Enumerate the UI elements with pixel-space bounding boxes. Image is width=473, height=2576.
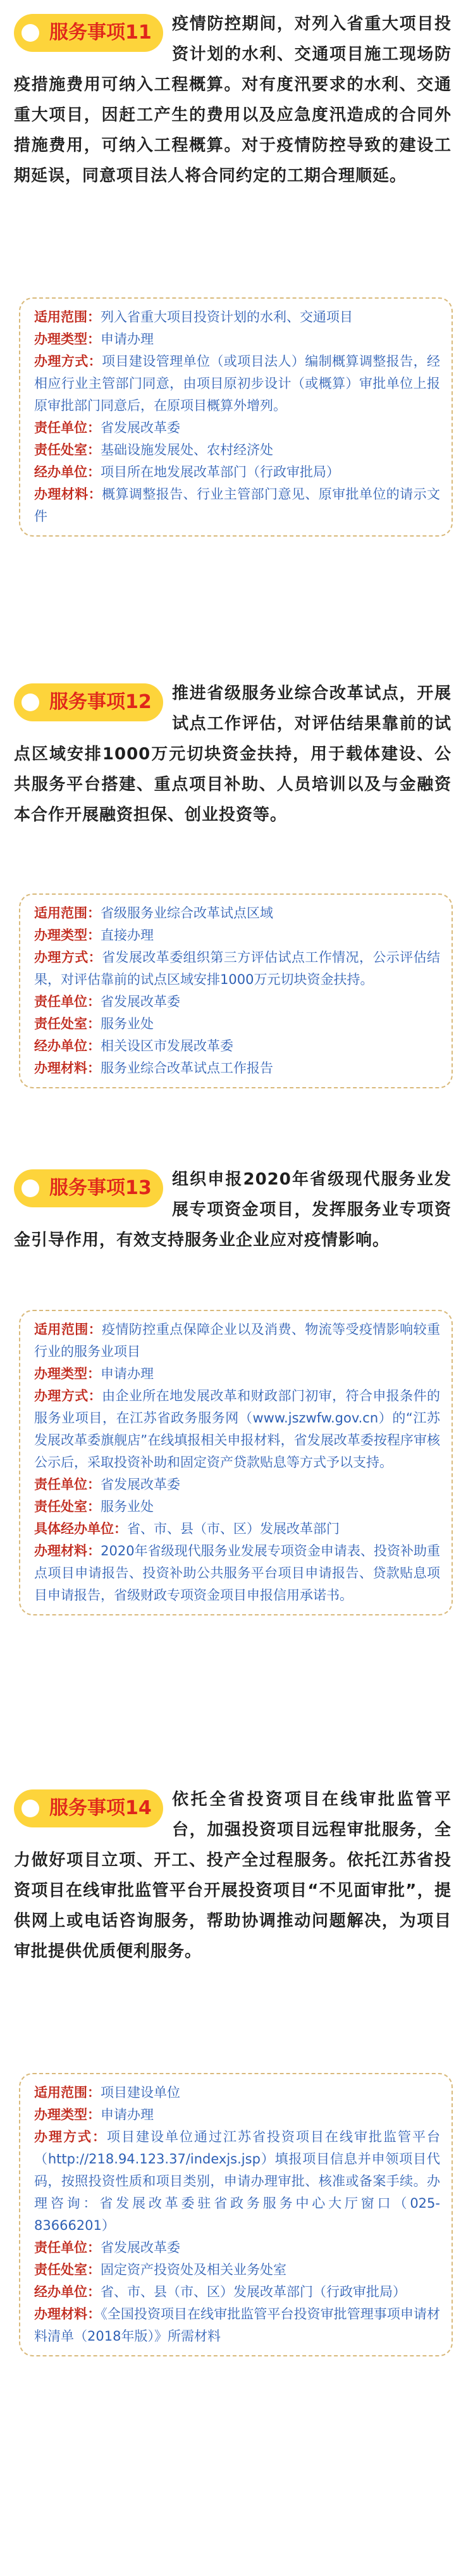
detail-handling-unit xyxy=(34,1518,440,1540)
detail-value: 省级服务业综合改革试点区域 xyxy=(101,905,273,921)
detail-type xyxy=(34,1363,440,1385)
detail-value: 《全国投资项目在线审批监管平台投资审批管理事项申请材料清单（2018年版）》所需材料 xyxy=(34,2306,440,2344)
service-details-box xyxy=(19,2073,453,2356)
detail-value: 疫情防控重点保障企业以及消费、物流等受疫情影响较重行业的服务业项目 xyxy=(34,1322,441,1359)
detail-type xyxy=(34,924,440,947)
detail-value: 相关设区市发展改革委 xyxy=(101,1038,233,1054)
detail-label: 责任单位： xyxy=(34,994,101,1009)
service-intro: 组织申报2020年省级现代服务业发展专项资金项目，发挥服务业专项资金引导作用，有效支持服务业企业应对疫情影响。 xyxy=(14,1170,452,1250)
detail-label: 适用范围： xyxy=(34,905,101,921)
detail-value: 由企业所在地发展改革和财政部门初审，符合申报条件的服务业项目，在江苏省政务服务网（www.jszwfw.gov.cn）的“江苏发展改革委旗舰店”在线填报相关申报材料，省发展改革委按程序审核公示后，采取投资补助和固定资产贷款贴息等方式予以支持。 xyxy=(34,1388,441,1470)
detail-handling-unit xyxy=(34,1035,440,1057)
detail-value: 省发展改革委 xyxy=(101,2240,180,2255)
service-item-header xyxy=(0,1784,473,1967)
detail-method xyxy=(34,351,440,417)
detail-responsible-unit xyxy=(34,1474,440,1496)
detail-value: 省、市、县（市、区）发展改革部门 xyxy=(127,1521,340,1536)
detail-scope xyxy=(34,1319,440,1363)
detail-value: 列入省重大项目投资计划的水利、交通项目 xyxy=(101,309,353,325)
detail-label: 办理方式： xyxy=(34,1388,102,1403)
detail-label: 办理方式： xyxy=(34,354,102,369)
detail-value: 省发展改革委 xyxy=(101,420,180,435)
service-tag-label: 服务事项11 xyxy=(49,22,152,44)
detail-label: 办理类型： xyxy=(34,332,101,347)
detail-type xyxy=(34,2104,440,2126)
detail-materials xyxy=(34,483,440,528)
detail-method xyxy=(34,2126,440,2237)
detail-responsible-office xyxy=(34,1496,440,1518)
detail-label: 适用范围： xyxy=(34,1322,102,1337)
service-item-header xyxy=(0,1164,473,1255)
service-intro: 疫情防控期间，对列入省重大项目投资计划的水利、交通项目施工现场防疫措施费用可纳入工程概算。对有度汛要求的水利、交通重大项目，因赶工产生的费用以及应急度汛造成的合同外措施费用，可纳入工程概算。对于疫情防控导致的建设工期延误，同意项目法人将合同约定的工期合理顺延。 xyxy=(14,15,452,185)
detail-responsible-unit xyxy=(34,2237,440,2259)
service-item-header xyxy=(0,9,473,191)
detail-scope xyxy=(34,306,440,328)
detail-value: 省、市、县（市、区）发展改革部门（行政审批局） xyxy=(101,2284,406,2299)
service-details-box xyxy=(19,297,453,537)
detail-label: 责任单位： xyxy=(34,1477,101,1492)
service-intro: 依托全省投资项目在线审批监管平台，加强投资项目远程审批服务，全力做好项目立项、开工、投产全过程服务。依托江苏省投资项目在线审批监管平台开展投资项目“不见面审批”，提供网上或电话咨询服务，帮助协调推动问题解决，为项目审批提供优质便利服务。 xyxy=(14,1790,452,1961)
detail-label: 办理类型： xyxy=(34,928,101,943)
service-intro: 推进省级服务业综合改革试点，开展试点工作评估，对评估结果靠前的试点区域安排1000万元切块资金扶持，用于载体建设、公共服务平台搭建、重点项目补助、人员培训以及与金融资本合作开展融资担保、创业投资等。 xyxy=(14,684,452,824)
detail-value: 概算调整报告、行业主管部门意见、原审批单位的请示文件 xyxy=(34,487,441,524)
detail-value: 项目建设单位通过江苏省投资项目在线审批监管平台（http://218.94.123.37/indexjs.jsp）填报项目信息并申领项目代码，按照投资性质和项目类别，申请办理审批、核准或备案手续。办理咨询：省发展改革委驻省政务服务中心大厅窗口（025-83666201） xyxy=(34,2129,440,2233)
detail-label: 办理方式： xyxy=(34,2129,107,2144)
bullet-dot-icon xyxy=(22,1179,39,1197)
service-tag xyxy=(14,14,163,52)
service-details-box xyxy=(19,893,453,1088)
detail-label: 办理方式： xyxy=(34,950,102,965)
detail-label: 经办单位： xyxy=(34,464,101,480)
detail-value: 服务业处 xyxy=(101,1499,154,1514)
bullet-dot-icon xyxy=(22,1800,39,1817)
detail-value: 省发展改革委组织第三方评估试点工作情况，公示评估结果，对评估靠前的试点区域安排1000万元切块资金扶持。 xyxy=(34,950,441,987)
detail-label: 办理材料： xyxy=(34,1543,101,1559)
detail-value: 服务业综合改革试点工作报告 xyxy=(101,1061,273,1076)
detail-value: 固定资产投资处及相关业务处室 xyxy=(101,2262,286,2277)
detail-label: 责任处室： xyxy=(34,1499,101,1514)
detail-scope xyxy=(34,2082,440,2104)
detail-responsible-office xyxy=(34,1013,440,1035)
service-item-14 xyxy=(0,1784,473,1967)
detail-label: 责任单位： xyxy=(34,420,101,435)
detail-label: 具体经办单位： xyxy=(34,1521,127,1536)
detail-label: 适用范围： xyxy=(34,309,101,325)
detail-responsible-office xyxy=(34,439,440,461)
detail-materials xyxy=(34,1540,440,1607)
detail-value: 项目所在地发展改革部门（行政审批局） xyxy=(101,464,340,480)
detail-value: 申请办理 xyxy=(101,332,154,347)
detail-materials xyxy=(34,1057,440,1080)
bullet-dot-icon xyxy=(22,24,39,42)
detail-responsible-office xyxy=(34,2259,440,2281)
detail-value: 省发展改革委 xyxy=(101,1477,180,1492)
detail-value: 申请办理 xyxy=(101,1366,154,1381)
detail-label: 责任处室： xyxy=(34,1016,101,1031)
service-item-13 xyxy=(0,1164,473,1255)
detail-label: 责任处室： xyxy=(34,2262,101,2277)
detail-label: 办理材料： xyxy=(34,2306,101,2322)
detail-scope xyxy=(34,902,440,924)
detail-value: 直接办理 xyxy=(101,928,154,943)
detail-value: 2020年省级现代服务业发展专项资金申请表、投资补助重点项目申请报告、投资补助公共服务平台项目申请报告、贷款贴息项目申请报告，省级财政专项资金项目申报信用承诺书。 xyxy=(34,1543,440,1603)
service-item-header xyxy=(0,678,473,830)
detail-handling-unit xyxy=(34,461,440,483)
detail-responsible-unit xyxy=(34,991,440,1013)
detail-value: 申请办理 xyxy=(101,2107,154,2122)
detail-label: 经办单位： xyxy=(34,2284,101,2299)
detail-value: 服务业处 xyxy=(101,1016,154,1031)
service-tag-label: 服务事项14 xyxy=(49,1797,152,1819)
detail-label: 经办单位： xyxy=(34,1038,101,1054)
detail-materials xyxy=(34,2303,440,2348)
bullet-dot-icon xyxy=(22,694,39,711)
service-tag xyxy=(14,1169,163,1207)
service-details-box xyxy=(19,1310,453,1615)
detail-value: 省发展改革委 xyxy=(101,994,180,1009)
service-tag xyxy=(14,683,163,721)
detail-label: 责任单位： xyxy=(34,2240,101,2255)
detail-handling-unit xyxy=(34,2281,440,2303)
service-tag-label: 服务事项13 xyxy=(49,1177,152,1199)
detail-method xyxy=(34,947,440,991)
detail-value: 基础设施发展处、农村经济处 xyxy=(101,442,273,457)
detail-type xyxy=(34,328,440,351)
detail-label: 办理类型： xyxy=(34,2107,101,2122)
service-tag xyxy=(14,1789,163,1827)
detail-value: 项目建设单位 xyxy=(101,2085,180,2100)
detail-responsible-unit xyxy=(34,417,440,439)
service-item-11 xyxy=(0,9,473,191)
detail-method xyxy=(34,1385,440,1474)
detail-label: 责任处室： xyxy=(34,442,101,457)
detail-label: 办理类型： xyxy=(34,1366,101,1381)
detail-label: 办理材料： xyxy=(34,1061,101,1076)
detail-value: 项目建设管理单位（或项目法人）编制概算调整报告，经相应行业主管部门同意，由项目原初步设计（或概算）审批单位上报原审批部门同意后，在原项目概算外增列。 xyxy=(34,354,441,413)
service-tag-label: 服务事项12 xyxy=(49,691,152,713)
detail-label: 适用范围： xyxy=(34,2085,101,2100)
detail-label: 办理材料： xyxy=(34,487,102,502)
service-item-12 xyxy=(0,678,473,830)
